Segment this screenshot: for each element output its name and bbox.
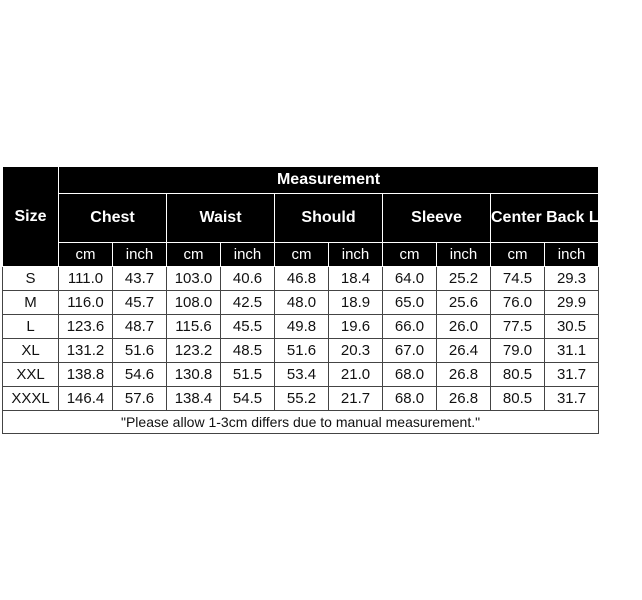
size-column-header: Size — [3, 167, 59, 267]
measurement-cell: 49.8 — [275, 315, 329, 339]
measurement-cell: 19.6 — [329, 315, 383, 339]
table-row — [3, 267, 599, 291]
size-table-body — [3, 267, 599, 411]
measurement-cell: 18.9 — [329, 291, 383, 315]
measurement-cell: 51.6 — [275, 339, 329, 363]
size-cell: M — [3, 291, 59, 315]
size-chart — [2, 166, 642, 434]
measurement-cell: 57.6 — [113, 387, 167, 411]
unit-cm-header: cm — [491, 243, 545, 267]
measurement-cell: 48.5 — [221, 339, 275, 363]
measurement-cell: 51.5 — [221, 363, 275, 387]
measurement-cell: 64.0 — [383, 267, 437, 291]
size-cell: XL — [3, 339, 59, 363]
measurement-cell: 31.7 — [545, 387, 599, 411]
measurement-cell: 115.6 — [167, 315, 221, 339]
measurement-cell: 26.8 — [437, 363, 491, 387]
table-row — [3, 291, 599, 315]
measurement-cell: 123.2 — [167, 339, 221, 363]
table-row — [3, 363, 599, 387]
center-back-length-header: Center Back Length — [491, 194, 599, 243]
measurement-cell: 111.0 — [59, 267, 113, 291]
measurement-cell: 76.0 — [491, 291, 545, 315]
measurement-cell: 116.0 — [59, 291, 113, 315]
measurement-cell: 77.5 — [491, 315, 545, 339]
size-cell: S — [3, 267, 59, 291]
unit-cm-header: cm — [275, 243, 329, 267]
measurement-cell: 43.7 — [113, 267, 167, 291]
measurement-cell: 131.2 — [59, 339, 113, 363]
sleeve-header: Sleeve — [383, 194, 491, 243]
measurement-cell: 80.5 — [491, 387, 545, 411]
unit-inch-header: inch — [113, 243, 167, 267]
measurement-cell: 74.5 — [491, 267, 545, 291]
measurement-cell: 138.8 — [59, 363, 113, 387]
measurement-cell: 48.7 — [113, 315, 167, 339]
measurement-cell: 31.1 — [545, 339, 599, 363]
waist-header: Waist — [167, 194, 275, 243]
unit-inch-header: inch — [221, 243, 275, 267]
measurement-cell: 68.0 — [383, 387, 437, 411]
measurement-cell: 79.0 — [491, 339, 545, 363]
table-row — [3, 315, 599, 339]
unit-inch-header: inch — [437, 243, 491, 267]
size-cell: XXXL — [3, 387, 59, 411]
measurement-cell: 31.7 — [545, 363, 599, 387]
measurement-cell: 26.0 — [437, 315, 491, 339]
measurement-cell: 54.6 — [113, 363, 167, 387]
measurement-cell: 30.5 — [545, 315, 599, 339]
unit-inch-header: inch — [329, 243, 383, 267]
measurement-cell: 48.0 — [275, 291, 329, 315]
measurement-cell: 53.4 — [275, 363, 329, 387]
measurement-cell: 68.0 — [383, 363, 437, 387]
measurement-cell: 29.9 — [545, 291, 599, 315]
measurement-cell: 21.0 — [329, 363, 383, 387]
shoulder-header: Should — [275, 194, 383, 243]
unit-cm-header: cm — [167, 243, 221, 267]
measurement-note: "Please allow 1-3cm differs due to manual measurement." — [3, 411, 599, 434]
measurement-cell: 103.0 — [167, 267, 221, 291]
unit-inch-header: inch — [545, 243, 599, 267]
measurement-cell: 138.4 — [167, 387, 221, 411]
measurement-cell: 25.2 — [437, 267, 491, 291]
measurement-cell: 25.6 — [437, 291, 491, 315]
measurement-cell: 26.4 — [437, 339, 491, 363]
chest-header: Chest — [59, 194, 167, 243]
measurement-cell: 20.3 — [329, 339, 383, 363]
table-row — [3, 387, 599, 411]
size-cell: XXL — [3, 363, 59, 387]
measurement-cell: 40.6 — [221, 267, 275, 291]
measurement-cell: 21.7 — [329, 387, 383, 411]
measurement-cell: 65.0 — [383, 291, 437, 315]
unit-cm-header: cm — [383, 243, 437, 267]
measurement-cell: 55.2 — [275, 387, 329, 411]
measurement-cell: 51.6 — [113, 339, 167, 363]
measurement-cell: 146.4 — [59, 387, 113, 411]
measurement-group-header: Measurement — [59, 167, 599, 194]
unit-cm-header: cm — [59, 243, 113, 267]
measurement-cell: 18.4 — [329, 267, 383, 291]
measurement-cell: 130.8 — [167, 363, 221, 387]
table-row — [3, 339, 599, 363]
measurement-cell: 80.5 — [491, 363, 545, 387]
measurement-cell: 42.5 — [221, 291, 275, 315]
measurement-cell: 46.8 — [275, 267, 329, 291]
measurement-cell: 123.6 — [59, 315, 113, 339]
measurement-cell: 26.8 — [437, 387, 491, 411]
size-chart-table — [2, 166, 642, 434]
measurement-cell: 66.0 — [383, 315, 437, 339]
measurement-cell: 45.5 — [221, 315, 275, 339]
measurement-cell: 108.0 — [167, 291, 221, 315]
measurement-cell: 54.5 — [221, 387, 275, 411]
measurement-cell: 45.7 — [113, 291, 167, 315]
measurement-cell: 67.0 — [383, 339, 437, 363]
measurement-cell: 29.3 — [545, 267, 599, 291]
size-cell: L — [3, 315, 59, 339]
